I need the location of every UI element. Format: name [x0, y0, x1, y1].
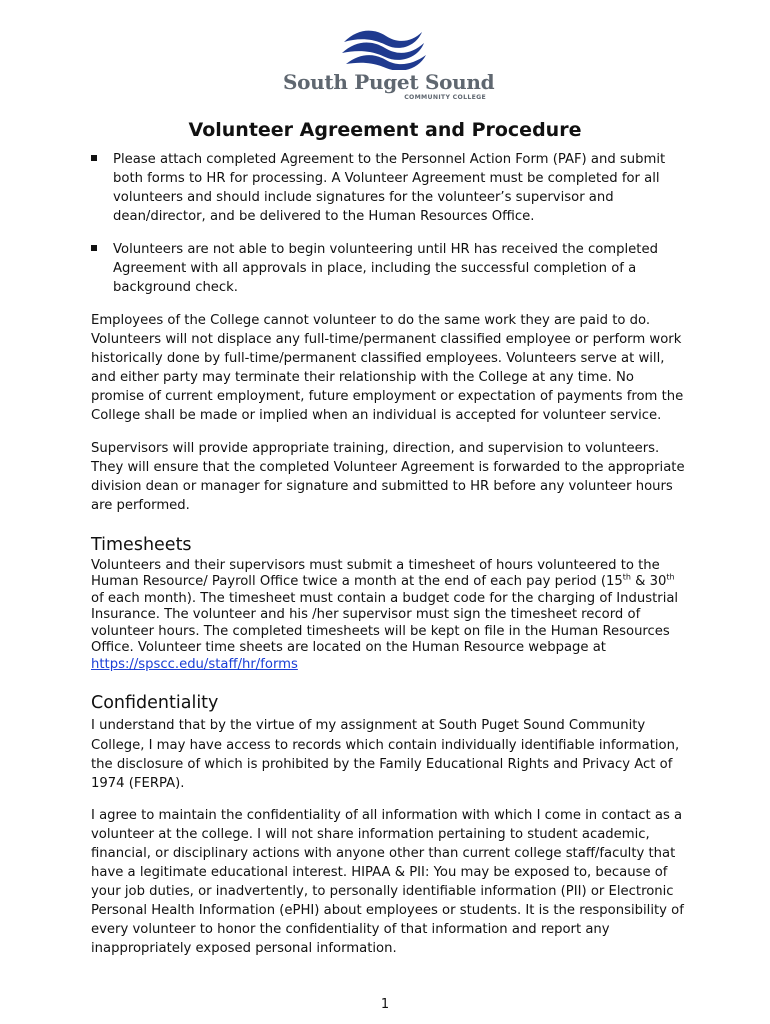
confidentiality-agreement-paragraph: I agree to maintain the confidentiality of all information with which I come in contact as a volunteer at the college. I will not share information pertaining to student academic, financial, or disciplinary actions with anyone other than current college staff/faculty that have a legitimate educational interest. HIPAA & PII: You may be exposed to, because of your job duties, or inadvertently, to personally identifiable information (PII) or Electronic Personal Health Information (ePHI) about employees or students. It is the responsibility of every volunteer to honor the confidentiality of that information and report any inappropriately exposed personal information.: [91, 807, 684, 957]
college-logo: [283, 26, 495, 106]
logo-college-subtitle: COMMUNITY COLLEGE: [404, 94, 486, 101]
ferpa-paragraph: I understand that by the virtue of my assignment at South Puget Sound Community College, I may have access to records which contain individually identifiable information, the disclosure of which is prohibited by the Family Educational Rights and Privacy Act of 1974 (FERPA).: [91, 718, 680, 791]
bullet-icon: [91, 245, 97, 251]
timesheets-text: Volunteers and their supervisors must submit a timesheet of hours volunteered to the Human Resource/ Payroll Office twice a month at the end of each pay period (15: [91, 557, 660, 590]
ordinal-suffix: th: [666, 573, 675, 583]
list-item: [91, 150, 687, 226]
hr-forms-link[interactable]: https://spscc.edu/staff/hr/forms: [91, 656, 298, 672]
supervisors-paragraph: Supervisors will provide appropriate training, direction, and supervision to volunteers. They will ensure that the completed Volunteer Agreement is forwarded to the appropriate division dean or manager for signature and submitted to HR before any volunteer hours are performed.: [91, 440, 685, 513]
ordinal-suffix: th: [622, 573, 631, 583]
timesheets-heading: Timesheets: [91, 534, 192, 555]
timesheets-text: of each month). The timesheet must contain a budget code for the charging of Industrial Insurance. The volunteer and his /her supervisor must sign the timesheet record of volunteer hours. The completed timesheets will be kept on file in the Human Resources Office. Volunteer time sheets are located on the Human Resource webpage at: [91, 590, 679, 656]
bullet-text: Please attach completed Agreement to the Personnel Action Form (PAF) and submit both forms to HR for processing. A Volunteer Agreement must be completed for all volunteers and should include signatures for the volunteer’s supervisor and dean/director, and be delivered to the Human Resources Office.: [113, 152, 666, 224]
timesheets-text: & 30: [630, 574, 667, 590]
document-title: Volunteer Agreement and Procedure: [188, 119, 582, 141]
page-number: 1: [380, 997, 390, 1012]
wave-icon: [340, 26, 430, 70]
instruction-list: [91, 150, 687, 297]
employees-paragraph: Employees of the College cannot volunteer to do the same work they are paid to do. Volunteers will not displace any full-time/permanent classified employee or perform work historically done by full-time/permanent classified employees. Volunteers serve at will, and either party may terminate their relationship with the College at any time. No promise of current employment, future employment or expectation of payments from the College shall be made or implied when an individual is accepted for volunteer service.: [91, 313, 684, 424]
timesheets-paragraph: [91, 558, 687, 674]
bullet-text: Volunteers are not able to begin volunteering until HR has received the completed Agreement with all approvals in place, including the successful completion of a background check.: [113, 242, 658, 295]
list-item: [91, 240, 687, 297]
document-body: [91, 150, 687, 972]
bullet-icon: [91, 155, 97, 161]
confidentiality-heading: Confidentiality: [91, 693, 219, 714]
logo-college-name: South Puget Sound: [283, 70, 495, 94]
